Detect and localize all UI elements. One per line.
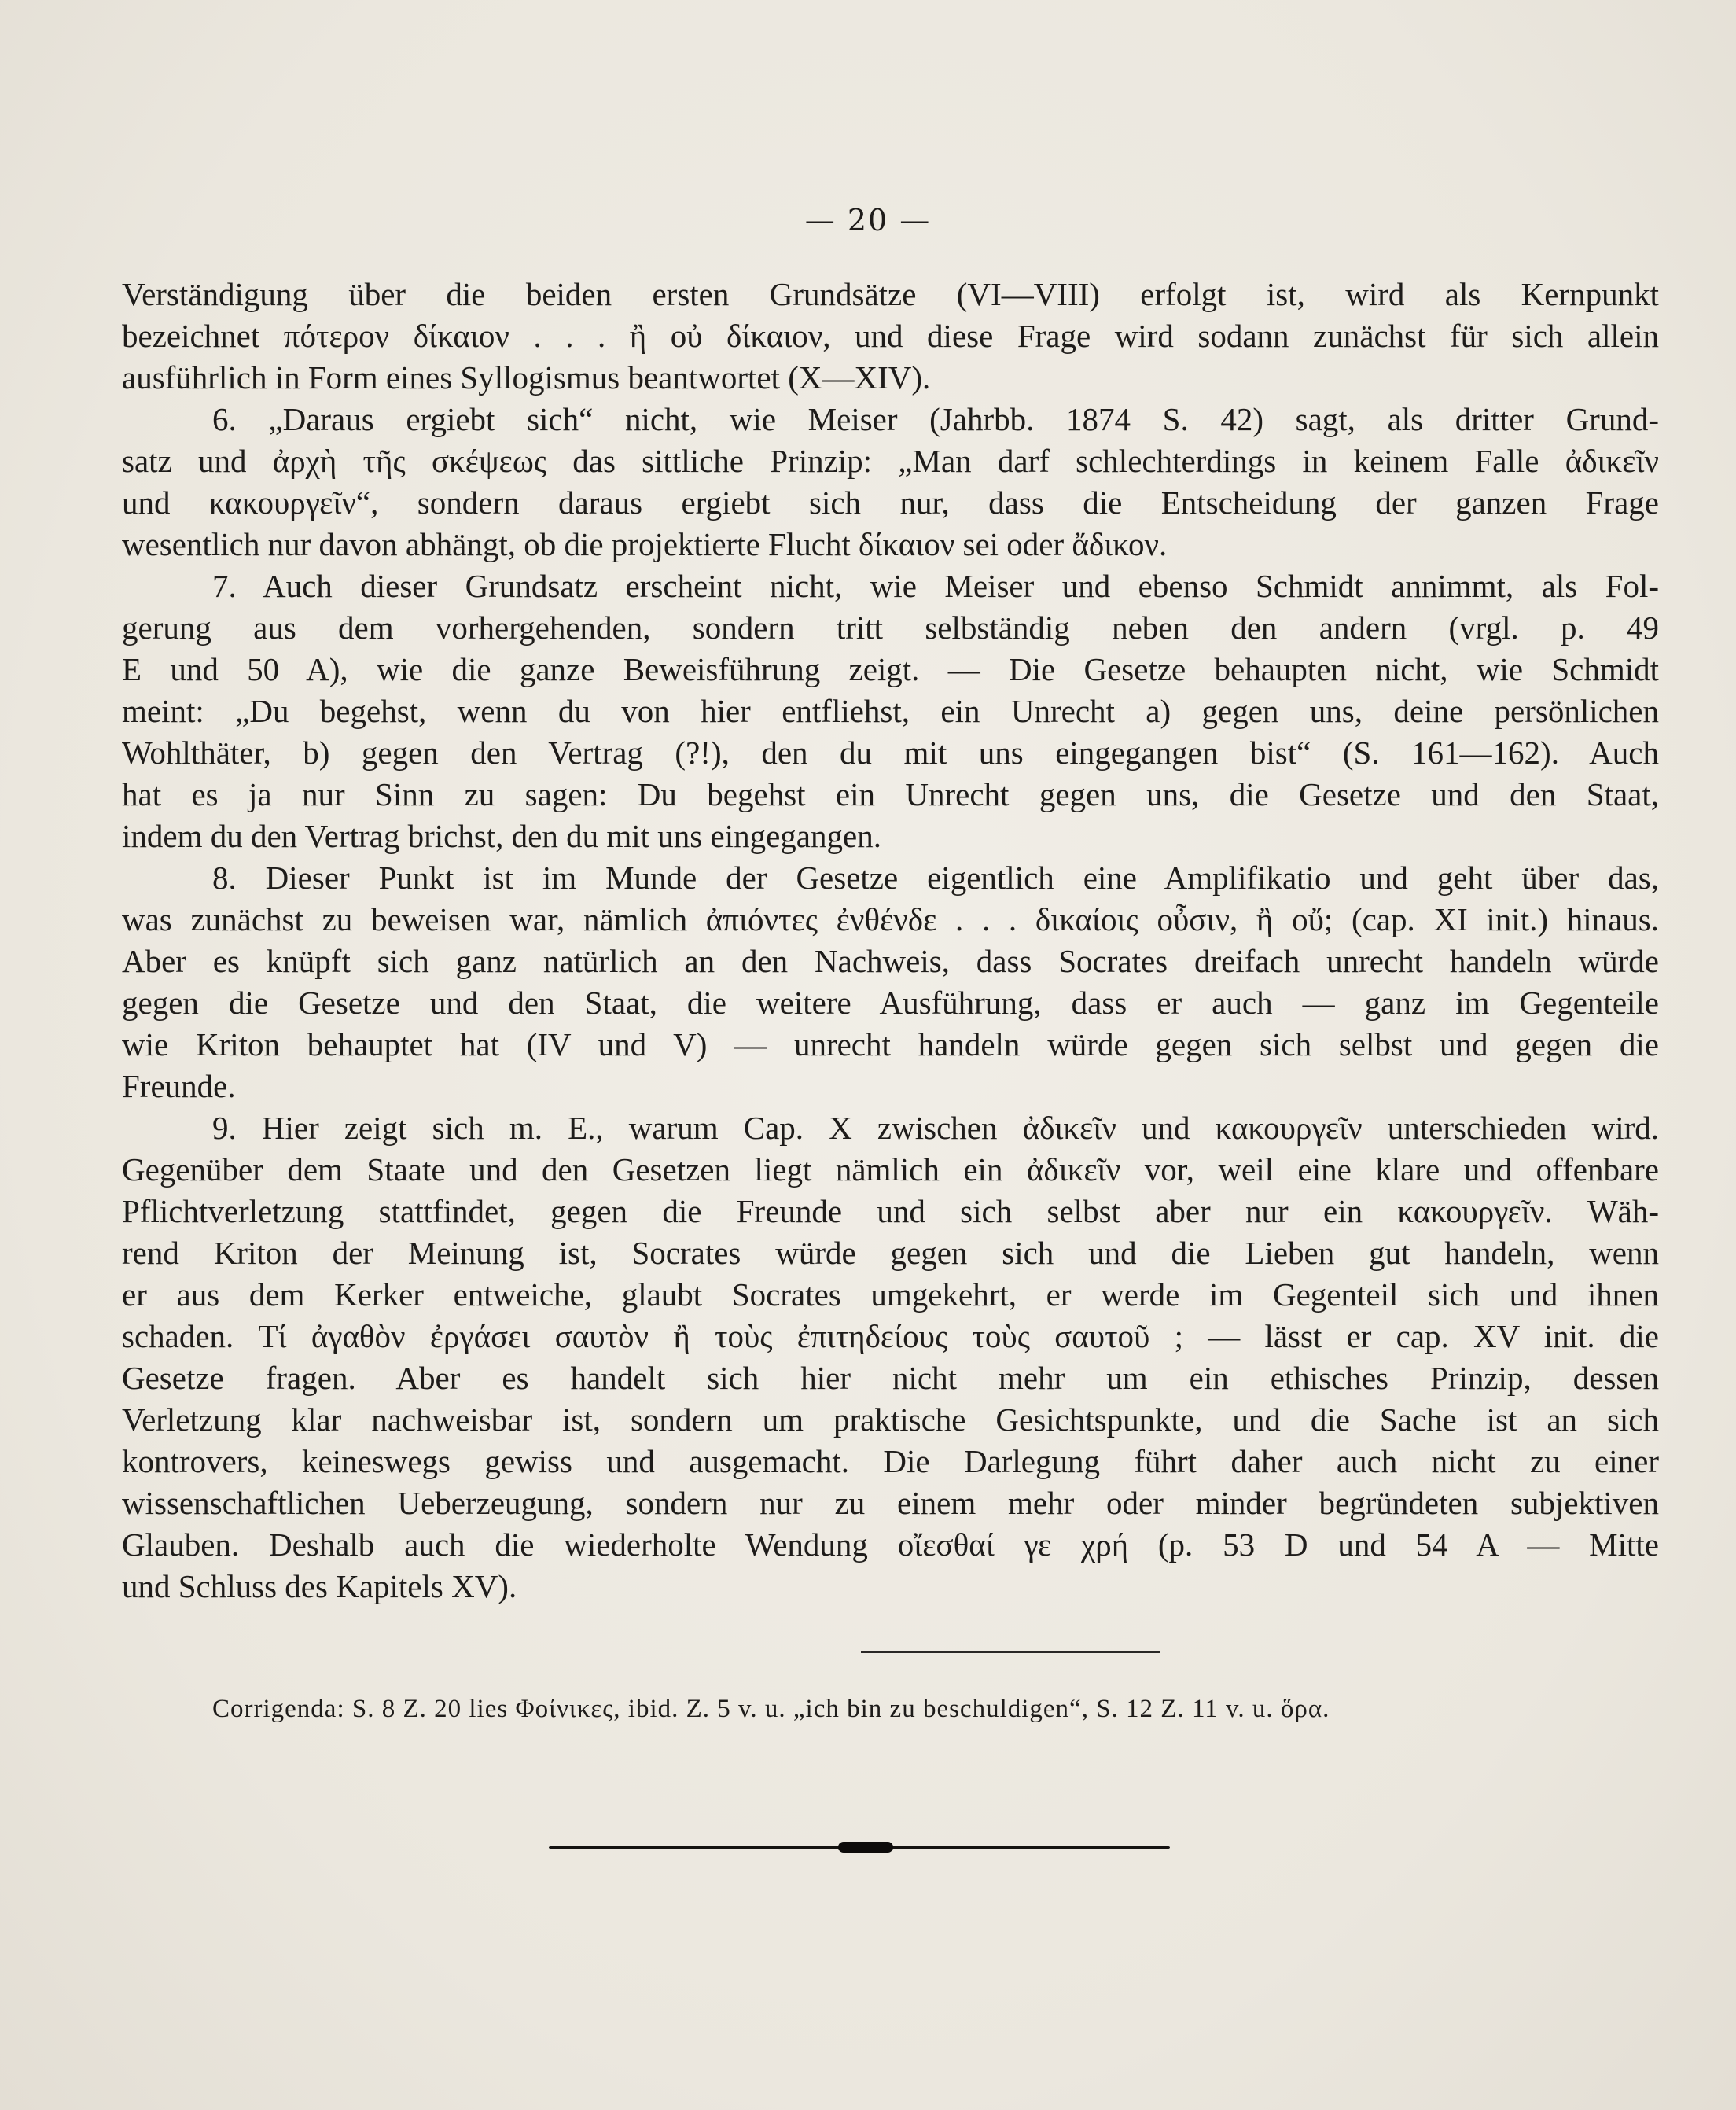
text-line: bezeichnet πότερον δίκαιον . . . ἢ οὐ δίκαιον, und diese Frage wird sodann zunächst für sich allein bbox=[122, 318, 1659, 354]
text-line: ausführlich in Form eines Syllogismus beantwortet (X—XIV). bbox=[122, 359, 931, 396]
separator-rule bbox=[861, 1651, 1160, 1653]
text-line: schaden. Τί ἀγαθὸν ἐργάσει σαυτὸν ἢ τοὺς ἐπιτηδείους τοὺς σαυτοῦ ; — lässt er cap. XV init. die bbox=[122, 1318, 1659, 1354]
ornament-center bbox=[838, 1842, 893, 1853]
text-line: und Schluss des Kapitels XV). bbox=[122, 1568, 517, 1604]
paragraph-9-start: 9. Hier zeigt sich m. E., warum Cap. X zwischen ἀδικεῖν und κακουργεῖν unterschieden wird. bbox=[212, 1110, 1659, 1146]
text-line: Aber es knüpft sich ganz natürlich an den Nachweis, dass Socrates dreifach unrecht handeln würde bbox=[122, 943, 1659, 979]
text-line: Gegenüber dem Staate und den Gesetzen liegt nämlich ein ἀδικεῖν vor, weil eine klare und offenbare bbox=[122, 1151, 1659, 1188]
ornament-bar-right bbox=[859, 1846, 1170, 1849]
text-line: Pflichtverletzung stattfindet, gegen die Freunde und sich selbst aber nur ein κακουργεῖν. Wäh- bbox=[122, 1193, 1659, 1229]
text-line: E und 50 A), wie die ganze Beweisführung zeigt. — Die Gesetze behaupten nicht, wie Schmidt bbox=[122, 651, 1659, 687]
text-line: wesentlich nur davon abhängt, ob die projektierte Flucht δίκαιον sei oder ἄδικον. bbox=[122, 526, 1168, 562]
text-line: gerung aus dem vorhergehenden, sondern tritt selbständig neben den andern (vrgl. p. 49 bbox=[122, 609, 1659, 646]
text-line: satz und ἀρχὴ τῆς σκέψεως das sittliche Prinzip: „Man darf schlechterdings in keinem Falle ἀδικεῖν bbox=[122, 443, 1659, 479]
text-line: indem du den Vertrag brichst, den du mit uns eingegangen. bbox=[122, 818, 881, 854]
corrigenda-note: Corrigenda: S. 8 Z. 20 lies Φοίνικες, ibid. Z. 5 v. u. „ich bin zu beschuldigen“, S. 12 Z. 11 v. u. ὅρα. bbox=[212, 1695, 1330, 1723]
text-line: er aus dem Kerker entweiche, glaubt Socrates umgekehrt, er werde im Gegenteil sich und ihnen bbox=[122, 1276, 1659, 1313]
text-line: Freunde. bbox=[122, 1068, 236, 1104]
text-line: rend Kriton der Meinung ist, Socrates würde gegen sich und die Lieben gut handeln, wenn bbox=[122, 1235, 1659, 1271]
page-number: — 20 — bbox=[804, 203, 932, 238]
body-text bbox=[122, 274, 1659, 1607]
end-ornament bbox=[549, 1842, 1170, 1853]
text-line: und κακουργεῖν“, sondern daraus ergiebt sich nur, dass die Entscheidung der ganzen Frage bbox=[122, 484, 1659, 521]
text-line: Verletzung klar nachweisbar ist, sondern um praktische Gesichtspunkte, und die Sache ist an sich bbox=[122, 1401, 1659, 1438]
text-line: Verständigung über die beiden ersten Grundsätze (VI—VIII) erfolgt ist, wird als Kernpunkt bbox=[122, 276, 1659, 312]
paragraph-7-start: 7. Auch dieser Grundsatz erscheint nicht, wie Meiser und ebenso Schmidt annimmt, als Fol- bbox=[212, 568, 1659, 604]
paragraph-6-start: 6. „Daraus ergiebt sich“ nicht, wie Meiser (Jahrbb. 1874 S. 42) sagt, als dritter Grund- bbox=[212, 401, 1659, 437]
ornament-bar-left bbox=[549, 1846, 859, 1849]
text-line: Wohlthäter, b) gegen den Vertrag (?!), den du mit uns eingegangen bist“ (S. 161—162). Auch bbox=[122, 735, 1659, 771]
text-line: hat es ja nur Sinn zu sagen: Du begehst ein Unrecht gegen uns, die Gesetze und den Staat, bbox=[122, 776, 1659, 812]
text-line: Gesetze fragen. Aber es handelt sich hier nicht mehr um ein ethisches Prinzip, dessen bbox=[122, 1360, 1659, 1396]
text-line: was zunächst zu beweisen war, nämlich ἀπιόντες ἐνθένδε . . . δικαίοις οὖσιν, ἢ οὔ; (cap. XI init.) hinaus. bbox=[122, 901, 1659, 937]
text-line: wissenschaftlichen Ueberzeugung, sondern nur zu einem mehr oder minder begründeten subjektiven bbox=[122, 1485, 1659, 1521]
text-line: meint: „Du begehst, wenn du von hier entfliehst, ein Unrecht a) gegen uns, deine persönlichen bbox=[122, 693, 1659, 729]
text-line: gegen die Gesetze und den Staat, die weitere Ausführung, dass er auch — ganz im Gegenteile bbox=[122, 985, 1659, 1021]
text-line: Glauben. Deshalb auch die wiederholte Wendung οἴεσθαί γε χρή (p. 53 D und 54 A — Mitte bbox=[122, 1526, 1659, 1563]
paragraph-8-start: 8. Dieser Punkt ist im Munde der Gesetze eigentlich eine Amplifikatio und geht über das, bbox=[212, 860, 1659, 896]
text-line: wie Kriton behauptet hat (IV und V) — unrecht handeln würde gegen sich selbst und gegen die bbox=[122, 1026, 1659, 1062]
text-line: kontrovers, keineswegs gewiss und ausgemacht. Die Darlegung führt daher auch nicht zu einer bbox=[122, 1443, 1659, 1479]
